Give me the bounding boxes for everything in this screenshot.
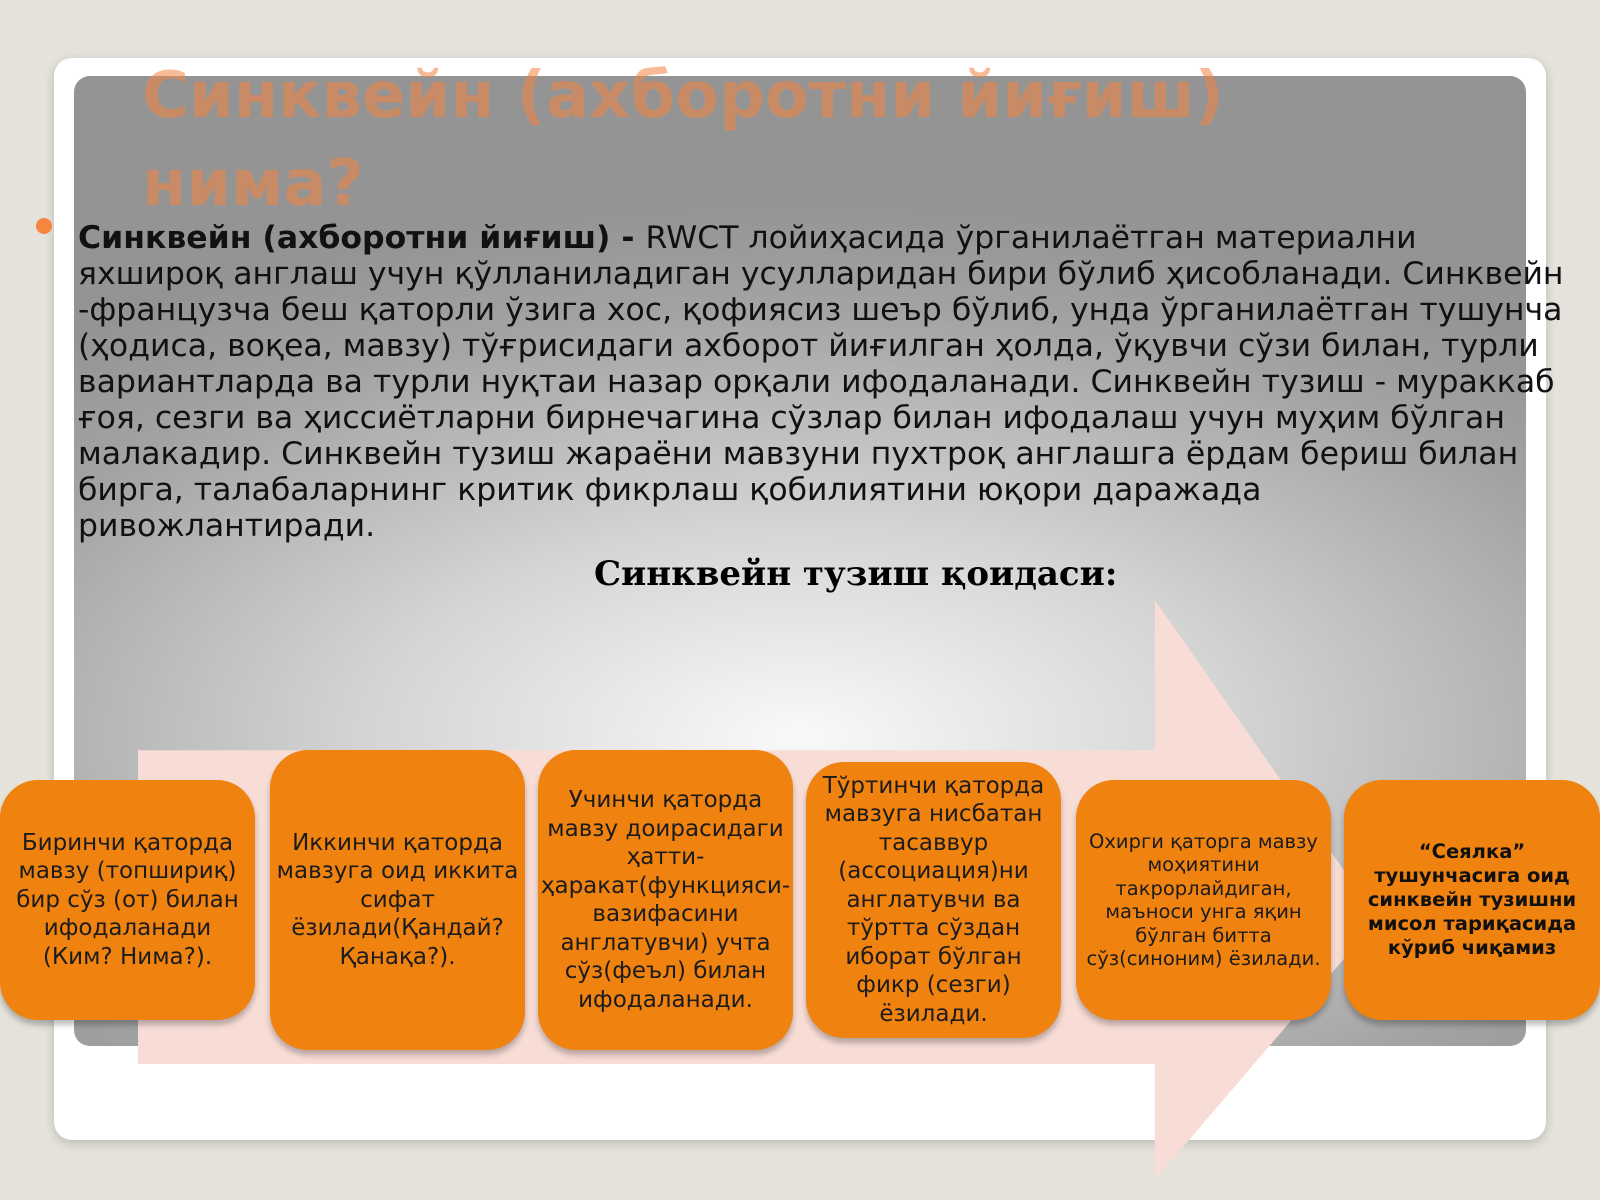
step-text-5: Охирги қаторга мавзу моҳиятини такрорлайдиган, маъноси унга яқин бўлган битта сўз(синоним) ёзилади. [1086, 829, 1321, 970]
step-box-6 [1344, 780, 1600, 1020]
step-text-1: Биринчи қаторда мавзу (топшириқ) бир сўз (от) билан ифодаланади (Ким? Нима?). [16, 829, 239, 970]
body-description: RWCT лойиҳасида ўрганилаётган материални яхшироқ англаш учун қўлланиладиган усулларидан бири бўлиб ҳисобланади. Синквейн -французча беш қаторли ўзига хос, қофиясиз шеър бўлиб, унда ўрганилаётган тушунча (ҳодиса, воқеа, мавзу) тўғрисидаги ахборот йиғилган ҳолда, ўқувчи сўзи билан, турли вариантларда ва турли нуқтаи назар орқали ифодаланади. Синквейн тузиш - мураккаб ғоя, сезги ва ҳиссиётларни бирнечагина сўзлар билан ифодалаш учун муҳим бўлган малакадир. Синквейн тузиш жараёни мавзуни пухтроқ англашга ёрдам бериш билан бирга, талабаларнинг критик фикрлаш қобилиятини юқори даражада ривожлантиради. [78, 220, 1564, 544]
step-box-4 [806, 762, 1061, 1038]
step-text-4: Тўртинчи қаторда мавзуга нисбатан тасаввур (ассоциация)ни англатувчи ва тўртта сўздан иборат бўлган фикр (сезги) ёзилади. [822, 772, 1045, 1027]
rules-heading: Синквейн тузиш қоидаси: [594, 554, 1118, 594]
slide-body-text [78, 220, 1568, 544]
step-text-6: “Сеялка” тушунчасига оид синквейн тузишни мисол тариқасида кўриб чиқамиз [1367, 840, 1577, 959]
slide-title: Синквейн (ахборотни йиғиш) нима? [142, 59, 1224, 221]
step-text-3: Учинчи қаторда мавзу доирасидаги ҳатти-ҳаракат(функцияси-вазифасини англатувчи) учта сўз(феъл) билан ифодаланади. [540, 787, 791, 1013]
bullet-dot-icon [36, 218, 52, 234]
step-text-2: Иккинчи қаторда мавзуга оид иккита сифат ёзилади(Қандай? Қанақа?). [276, 829, 519, 970]
body-bold-term: Синквейн (ахборотни йиғиш) - [78, 220, 646, 256]
step-box-5 [1076, 780, 1331, 1020]
step-box-1 [0, 780, 255, 1020]
step-box-3 [538, 750, 793, 1050]
step-box-2 [270, 750, 525, 1050]
